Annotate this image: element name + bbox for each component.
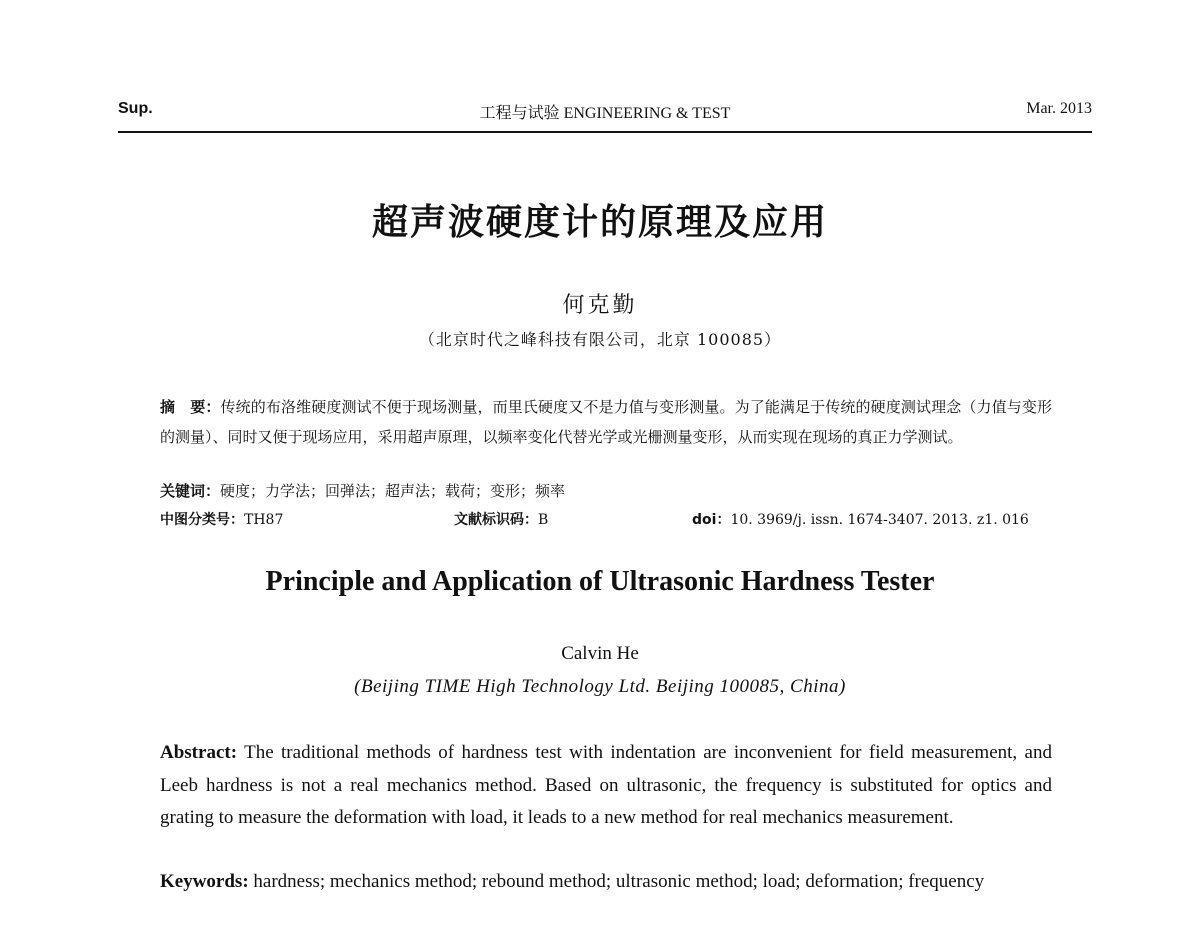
keywords-english-label: Keywords: — [160, 871, 249, 892]
running-header — [118, 100, 1092, 126]
affiliation-chinese: （北京时代之峰科技有限公司，北京 100085） — [418, 330, 782, 349]
keywords-chinese-text: 硬度；力学法；回弹法；超声法；载荷；变形；频率 — [220, 482, 566, 500]
document-code — [454, 509, 548, 529]
author-english: Calvin He — [561, 643, 639, 664]
clc-value: TH87 — [244, 512, 284, 528]
doi — [692, 509, 1029, 529]
doi-value: 10. 3969/j. issn. 1674-3407. 2013. z1. 016 — [730, 512, 1029, 528]
abstract-chinese-text: 传统的布洛维硬度测试不便于现场测量，而里氏硬度又不是力值与变形测量。为了能满足于传统的硬度测试理念（力值与变形的测量）、同时又便于现场应用，采用超声原理，以频率变化代替光学或光栅测量变形，从而实现在现场的真正力学测试。 — [160, 398, 1052, 446]
abstract-english-label: Abstract: — [160, 742, 238, 763]
abstract-chinese-label: 摘 要： — [160, 398, 221, 416]
keywords-chinese-label: 关键词： — [160, 482, 221, 500]
document-code-value: B — [538, 512, 549, 528]
header-date: Mar. 2013 — [1026, 100, 1092, 117]
title-chinese: 超声波硬度计的原理及应用 — [371, 202, 828, 243]
abstract-chinese — [160, 392, 1052, 452]
title-english: Principle and Application of Ultrasonic Hardness Tester — [265, 566, 935, 597]
keywords-english — [160, 866, 1052, 899]
doi-label: doi： — [692, 512, 731, 528]
header-rule — [118, 131, 1092, 133]
abstract-english-text: The traditional methods of hardness test with indentation are inconvenient for field measurement, and Leeb hardness is not a real mechanics method. Based on ultrasonic, the frequency is substituted for optics and grating to measure the deformation with load, it leads to a new method for real mechanics measurement. — [160, 742, 1052, 828]
clc-label: 中图分类号： — [160, 512, 244, 528]
author-chinese: 何克勤 — [562, 293, 638, 318]
classification-row — [160, 509, 1052, 531]
header-supplement: Sup. — [118, 100, 153, 117]
header-journal-name: 工程与试验 ENGINEERING & TEST — [479, 105, 731, 122]
keywords-english-text: hardness; mechanics method; rebound method; ultrasonic method; load; deformation; frequency — [253, 871, 985, 892]
keywords-chinese — [160, 480, 1052, 502]
clc-number — [160, 509, 283, 529]
abstract-english — [160, 737, 1052, 835]
document-code-label: 文献标识码： — [454, 512, 538, 528]
affiliation-english: (Beijing TIME High Technology Ltd. Beijing 100085, China) — [354, 676, 846, 697]
